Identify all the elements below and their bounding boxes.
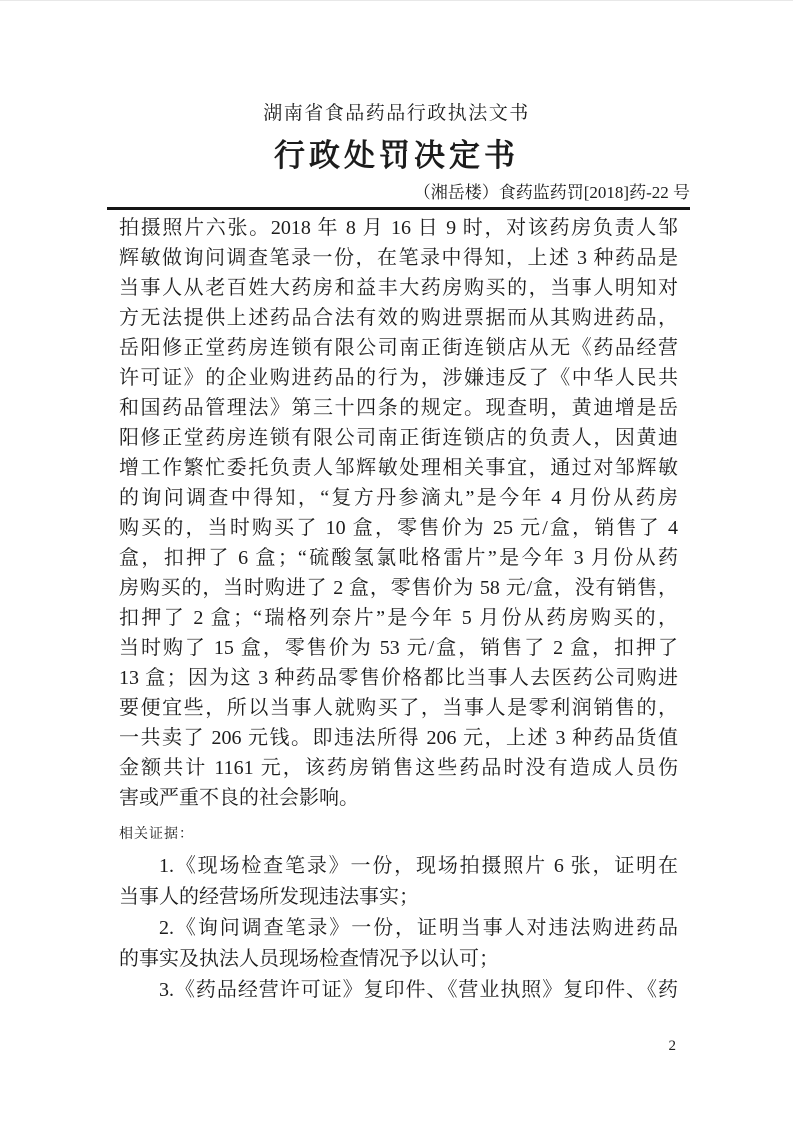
evidence-text-line: 的事实及执法人员现场检查情况予以认可； [119,948,499,970]
page-title: 行政处罚决定书 [274,138,519,173]
evidence-list [119,851,678,1006]
document-number: （湘岳楼）食药监药罚[2018]药-22 号 [413,183,690,202]
body-text-line: 增工作繁忙委托负责人邹辉敏处理相关事宜，通过对邹辉敏 [119,457,678,479]
body-text-line: 当事人从老百姓大药房和益丰大药房购买的，当事人明知对 [119,277,678,299]
body-text-line: 辉敏做询问调查笔录一份，在笔录中得知，上述 3 种药品是 [119,247,678,269]
evidence-text-line: 3.《药品经营许可证》复印件、《营业执照》复印件、《药 [159,979,678,1001]
body-text-line: 的询问调查中得知，“复方丹参滴丸”是今年 4 月份从药房 [119,487,678,509]
evidence-text-line: 2.《询问调查笔录》一份，证明当事人对违法购进药品 [159,917,678,939]
body-text-line: 13 盒；因为这 3 种药品零售价格都比当事人去医药公司购进 [119,667,678,689]
body-text-line: 一共卖了 206 元钱。即违法所得 206 元，上述 3 种药品货值 [119,727,678,749]
body-text-line: 扣押了 2 盒；“瑞格列奈片”是今年 5 月份从药房购买的， [119,607,678,629]
page-number: 2 [668,1038,676,1054]
body-text-line: 要便宜些，所以当事人就购买了，当事人是零利润销售的， [119,697,678,719]
body-text-line: 害或严重不良的社会影响。 [119,787,359,809]
body-text-line: 购买的，当时购买了 10 盒，零售价为 25 元/盒，销售了 4 [119,517,678,539]
body-text-line: 拍摄照片六张。2018 年 8 月 16 日 9 时，对该药房负责人邹 [119,217,678,239]
evidence-section-label: 相关证据： [119,827,194,842]
evidence-text-line: 当事人的经营场所发现违法事实； [119,886,419,908]
body-text-line: 阳修正堂药房连锁有限公司南正街连锁店的负责人，因黄迪 [119,427,678,449]
body-text-line: 盒，扣押了 6 盒；“硫酸氢氯吡格雷片”是今年 3 月份从药 [119,547,678,569]
evidence-text-line: 1.《现场检查笔录》一份，现场拍摄照片 6 张，证明在 [159,855,678,877]
body-paragraph [119,213,678,813]
body-text-line: 和国药品管理法》第三十四条的规定。现查明，黄迪增是岳 [119,397,678,419]
body-text-line: 许可证》的企业购进药品的行为，涉嫌违反了《中华人民共 [119,367,678,389]
header-divider [107,207,690,210]
body-text-line: 方无法提供上述药品合法有效的购进票据而从其购进药品， [119,307,678,329]
body-text-line: 岳阳修正堂药房连锁有限公司南正街连锁店从无《药品经营 [119,337,678,359]
body-text-line: 房购买的，当时购进了 2 盒，零售价为 58 元/盒，没有销售， [119,577,678,599]
body-text-line: 金额共计 1161 元，该药房销售这些药品时没有造成人员伤 [119,757,678,779]
body-text-line: 当时购了 15 盒，零售价为 53 元/盒，销售了 2 盒，扣押了 [119,637,678,659]
document-category-header: 湖南省食品药品行政执法文书 [263,103,530,124]
